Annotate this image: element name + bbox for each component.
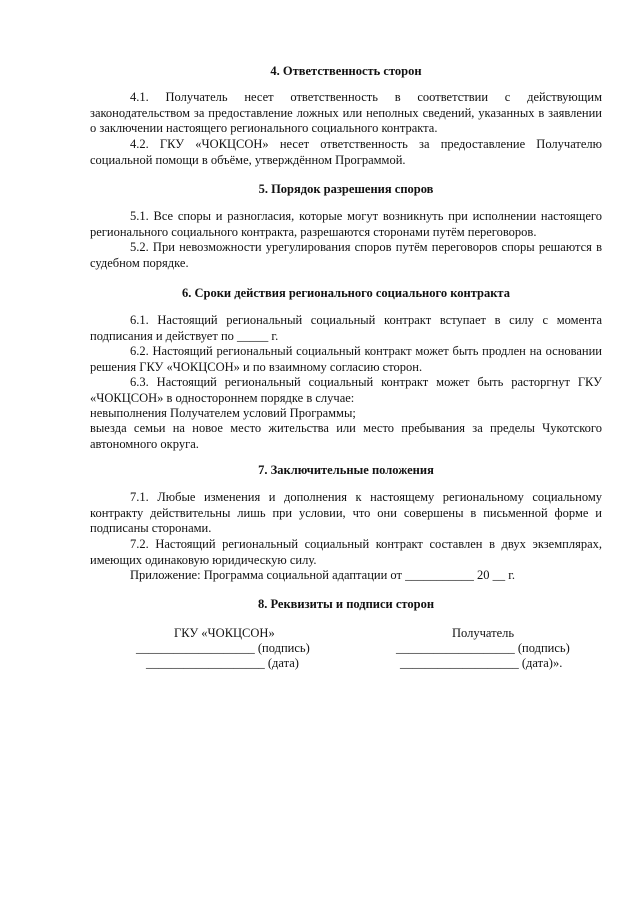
right-date-line: ___________________ (дата)».	[400, 656, 563, 670]
clause-7-1: 7.1. Любые изменения и дополнения к настоящему региональному социальному контракту действительны лишь при условии, что они совершены в письменной форме и подписаны сторонами.	[90, 490, 602, 536]
right-party-name: Получатель	[452, 626, 515, 640]
clause-6-2: 6.2. Настоящий региональный социальный контракт может быть продлен на основании решения ГКУ «ЧОКЦСОН» и по взаимному согласию сторон.	[90, 344, 602, 374]
section-6-title: 6. Сроки действия регионального социального контракта	[182, 286, 510, 300]
left-party-name: ГКУ «ЧОКЦСОН»	[174, 626, 275, 640]
clause-6-3-item-2: выезда семьи на новое место жительства или место пребывания за пределы Чукотского автономного округа.	[90, 421, 602, 451]
clause-6-3: 6.3. Настоящий региональный социальный контракт может быть расторгнут ГКУ «ЧОКЦСОН» в одностороннем порядке в случае:	[90, 375, 602, 405]
section-5-title: 5. Порядок разрешения споров	[258, 182, 434, 196]
section-7-title: 7. Заключительные положения	[258, 463, 434, 477]
clause-5-2: 5.2. При невозможности урегулирования споров путём переговоров споры решаются в судебном порядке.	[90, 240, 602, 270]
section-8-title: 8. Реквизиты и подписи сторон	[257, 597, 435, 611]
clause-4-1: 4.1. Получатель несет ответственность в соответствии с действующим законодательством за предоставление ложных или неполных сведений, указанных в заявлении о заключении настоящего регионального социального контракта.	[90, 90, 602, 136]
clause-6-1: 6.1. Настоящий региональный социальный контракт вступает в силу с момента подписания и действует по _____ г.	[90, 313, 602, 343]
clause-6-3-item-1: невыполнения Получателем условий Программы;	[90, 406, 356, 420]
right-signature-line: ___________________ (подпись)	[396, 641, 570, 655]
clause-4-2: 4.2. ГКУ «ЧОКЦСОН» несет ответственность за предоставление Получателю социальной помощи в объёме, утверждённом Программой.	[90, 137, 602, 167]
left-date-line: ___________________ (дата)	[146, 656, 299, 670]
section-4-title: 4. Ответственность сторон	[270, 64, 422, 78]
clause-7-2: 7.2. Настоящий региональный социальный контракт составлен в двух экземплярах, имеющих одинаковую юридическую силу.	[90, 537, 602, 567]
appendix-line: Приложение: Программа социальной адаптации от ___________ 20 __ г.	[130, 568, 516, 582]
left-signature-line: ___________________ (подпись)	[136, 641, 310, 655]
clause-5-1: 5.1. Все споры и разногласия, которые могут возникнуть при исполнении настоящего регионального социального контракта, разрешаются сторонами путём переговоров.	[90, 209, 602, 239]
